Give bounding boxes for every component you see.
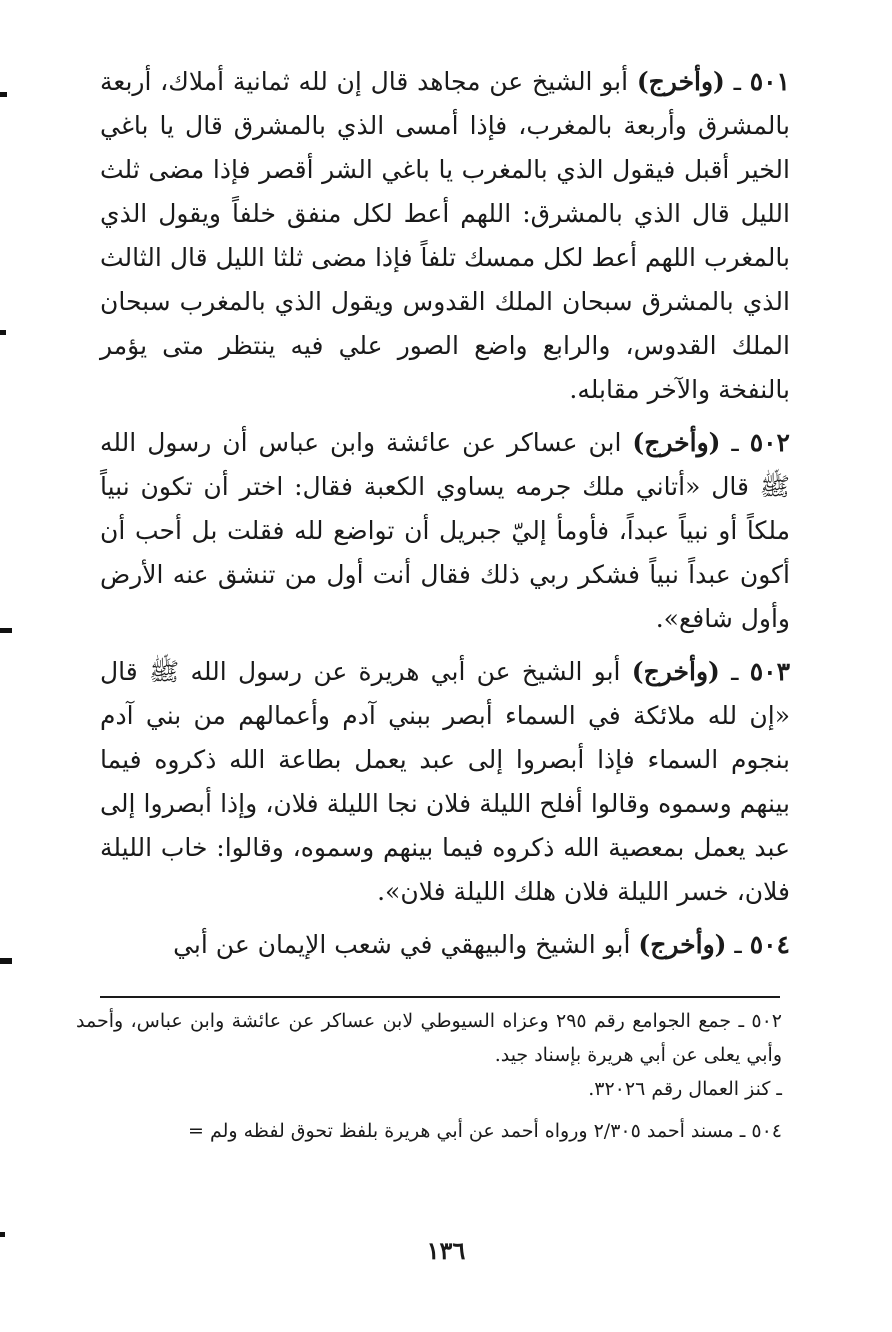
scan-edge-mark: [0, 1232, 5, 1237]
dash-separator: ـ: [719, 657, 739, 686]
scan-edge-mark: [0, 92, 7, 97]
paragraph-502: [100, 421, 790, 641]
paragraph-501: [100, 60, 790, 412]
paragraph-text: أبو الشيخ والبيهقي في شعب الإيمان عن أبي: [173, 930, 631, 959]
hadith-number: ٥٠١: [749, 67, 790, 96]
source-marker: (وأخرج): [632, 428, 721, 457]
scan-edge-mark: [0, 330, 6, 335]
paragraph-text: ابن عساكر عن عائشة وابن عباس أن رسول الله ﷺ قال «أتاني ملك جرمه يساوي الكعبة فقال: اختر أن تكون نبياً ملكاً أو نبياً عبداً، فأومأ إليّ جبريل أن تواضع لله فقلت بل أحب أن أكون عبداً نبياً فشكر ربي ذلك فقال أنت أول من تنشق عنه الأرض وأول شافع».: [100, 428, 790, 633]
paragraph-503: [100, 650, 790, 914]
hadith-number: ٥٠٣: [749, 657, 791, 686]
scan-edge-mark: [0, 628, 12, 633]
source-marker: (وأخرج): [636, 67, 725, 96]
page-number: ١٣٦: [426, 1236, 466, 1265]
footnote-502-continued: ـ كنز العمال رقم ٣٢٠٢٦.: [588, 1078, 782, 1100]
hadith-number: ٥٠٤: [749, 930, 790, 959]
footnote-504: ٥٠٤ ـ مسند أحمد ٢/٣٠٥ ورواه أحمد عن أبي هريرة بلفظ تحوق لفظه ولم =: [187, 1120, 782, 1142]
footnote-502: ٥٠٢ ـ جمع الجوامع رقم ٢٩٥ وعزاه السيوطي لابن عساكر عن عائشة وابن عباس، وأحمد وأبي يعلى عن أبي هريرة بإسناد جيد.: [76, 1010, 782, 1066]
dash-separator: ـ: [724, 67, 741, 96]
source-marker: (وأخرج): [631, 657, 720, 686]
scan-edge-mark: [0, 958, 12, 964]
dash-separator: ـ: [720, 428, 739, 457]
paragraph-text: أبو الشيخ عن أبي هريرة عن رسول الله ﷺ قال «إن لله ملائكة في السماء أبصر ببني آدم وأعمالهم من بني آدم بنجوم السماء فإذا أبصروا إلى عبد يعمل بطاعة الله ذكروه فيما بينهم وسموه وقالوا أفلح الليلة فلان نجا الليلة فلان، وإذا أبصروا إلى عبد يعمل بمعصية الله ذكروه فيما بينهم وسموه، وقالوا: خاب الليلة فلان، خسر الليلة فلان هلك الليلة فلان».: [100, 657, 790, 906]
paragraph-text: أبو الشيخ عن مجاهد قال إن لله ثمانية أملاك، أربعة بالمشرق وأربعة بالمغرب، فإذا أمسى الذي بالمشرق قال يا باغي الخير أقبل فيقول الذي بالمغرب يا باغي الشر أقصر فإذا مضى ثلث الليل قال الذي بالمشرق: اللهم أعط لكل منفق خلفاً ويقول الذي بالمغرب اللهم أعط لكل ممسك تلفاً فإذا مضى ثلثا الليل قال الثالث الذي بالمشرق سبحان الملك القدوس ويقول الذي بالمغرب سبحان الملك القدوس، والرابع واضع الصور علي فيه ينتظر متى يؤمر بالنفخة والآخر مقابله.: [99, 67, 790, 404]
dash-separator: ـ: [726, 930, 742, 959]
hadith-number: ٥٠٢: [749, 428, 790, 457]
footnotes: [76, 1004, 782, 1148]
main-text: [100, 60, 790, 976]
footnote-divider: [100, 996, 780, 998]
source-marker: (وأخرج): [638, 930, 727, 959]
paragraph-504: [100, 923, 790, 967]
